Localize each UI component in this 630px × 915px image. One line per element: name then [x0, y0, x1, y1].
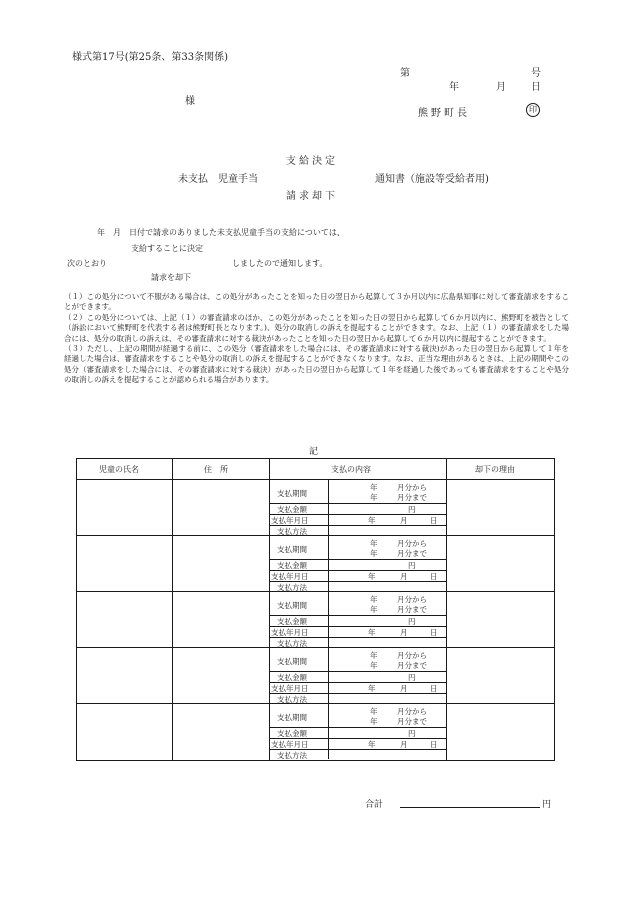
pay-date-year: 年 [368, 572, 376, 581]
date-month-label: 月 [496, 82, 506, 93]
pay-date-day: 日 [430, 628, 438, 637]
payment-amount-label: 支払金額 [277, 729, 307, 738]
period-year-label: 年 [370, 707, 378, 716]
payment-period-label: 支払期間 [277, 713, 307, 722]
payment-table [76, 458, 555, 761]
period-from-label: 月分から [397, 651, 427, 660]
payment-amount-label: 支払金額 [277, 617, 307, 626]
payment-date-label: 支払年月日 [271, 628, 309, 637]
seal-icon: 印 [526, 103, 540, 117]
payment-amount-label: 支払金額 [277, 505, 307, 514]
date-day-label: 日 [531, 82, 541, 93]
document-number-prefix: 第 [400, 68, 410, 79]
period-year-label: 年 [370, 483, 378, 492]
pay-date-day: 日 [430, 516, 438, 525]
payment-method-label: 支払方法 [277, 751, 307, 760]
appeal-note: （２）この処分については、上記（１）の審査請求のほか、この処分があったことを知った日の翌日から起算して６か月以内に、熊野町を被告として（訴訟において熊野町を代表する者は熊野町長となります。)、処分の取消しの訴えを提起することができます。なお、上記（１）の審査請求をした場合には、処分の取消しの訴えは、その審査請求に対する裁決があったことを知った日の翌日から起算して６か月以内に提起することができます。 [64, 312, 569, 343]
period-to-label: 月分まで [397, 605, 427, 614]
payment-subdivider [328, 536, 329, 591]
period-from-label: 月分から [397, 539, 427, 548]
record-divider [77, 591, 554, 592]
total-amount-field[interactable] [400, 807, 540, 808]
period-year-label: 年 [370, 539, 378, 548]
payment-date-label: 支払年月日 [271, 516, 309, 525]
pay-date-month: 月 [400, 740, 408, 749]
payment-period-label: 支払期間 [277, 545, 307, 554]
period-to-label: 月分まで [397, 493, 427, 502]
form-number: 様式第17号(第25条、第33条関係) [72, 52, 228, 63]
period-year-label: 年 [370, 605, 378, 614]
payment-period-label: 支払期間 [277, 489, 307, 498]
payment-method-label: 支払方法 [277, 583, 307, 592]
yen-unit: 円 [408, 673, 416, 682]
payment-subdivider [328, 648, 329, 703]
appeal-note: （３）ただし、上記の期間が経過する前に、この処分（審査請求をした場合には、その審査請求に対する裁決)があった日の翌日から起算して１年を経過した場合は、審査請求をすることや処分の取消しの訴えを提起することができなくなります。なお、正当な理由があるときは、上記の期間やこの処分（審査請求をした場合には、その審査請求に対する裁決）があった日の翌日から起算して１年を経過した後であっても審査請求をすることや処分の取消しの訴えを提起することが認められる場合があります。 [64, 344, 569, 385]
period-year-label: 年 [370, 661, 378, 670]
payment-subdivider [328, 704, 329, 759]
title-notice: 通知書（施設等受給者用) [375, 174, 489, 185]
period-year-label: 年 [370, 595, 378, 604]
payment-subdivider [328, 480, 329, 535]
record-divider [77, 535, 554, 536]
period-to-label: 月分まで [397, 661, 427, 670]
pay-date-day: 日 [430, 740, 438, 749]
column-divider [269, 459, 270, 760]
payment-subdivider [328, 592, 329, 647]
column-divider [446, 459, 447, 760]
pay-date-month: 月 [400, 572, 408, 581]
payment-amount-label: 支払金額 [277, 561, 307, 570]
appeal-note: （１）この処分について不服がある場合は、この処分があったことを知った日の翌日から起算して３か月以内に広島県知事に対して審査請求をすることができます。 [64, 292, 569, 312]
record-divider [77, 703, 554, 704]
total-yen-unit: 円 [542, 800, 552, 810]
payment-period-label: 支払期間 [277, 657, 307, 666]
payment-method-label: 支払方法 [277, 695, 307, 704]
period-from-label: 月分から [397, 707, 427, 716]
header-divider [77, 479, 554, 480]
payment-method-label: 支払方法 [277, 639, 307, 648]
payment-date-label: 支払年月日 [271, 740, 309, 749]
yen-unit: 円 [408, 729, 416, 738]
date-year-label: 年 [449, 82, 459, 93]
details-heading: 記 [309, 447, 319, 457]
title-unpaid-child-allowance: 未支払 児童手当 [178, 174, 258, 185]
payment-date-label: 支払年月日 [271, 572, 309, 581]
total-label: 合計 [365, 800, 384, 810]
yen-unit: 円 [408, 561, 416, 570]
issuer-mayor: 熊野町長 [418, 108, 470, 119]
payment-period-label: 支払期間 [277, 601, 307, 610]
period-from-label: 月分から [397, 483, 427, 492]
pay-date-month: 月 [400, 628, 408, 637]
appeal-notes [64, 292, 569, 386]
pay-date-year: 年 [368, 516, 376, 525]
payment-amount-label: 支払金額 [277, 673, 307, 682]
title-request-rejection: 請求却下 [286, 191, 338, 202]
yen-unit: 円 [408, 505, 416, 514]
header-rejection-reason: 却下の理由 [475, 465, 515, 474]
pay-date-month: 月 [400, 684, 408, 693]
period-to-label: 月分まで [397, 549, 427, 558]
addressee-suffix: 様 [185, 96, 195, 107]
pay-date-year: 年 [368, 740, 376, 749]
intro-text: 年 月 日付で請求のありました未支払児童手当の支給については、 [97, 228, 345, 237]
pay-date-day: 日 [430, 572, 438, 581]
option-request-rejected: 請求を却下 [151, 273, 191, 282]
header-payment-content: 支払の内容 [331, 465, 371, 474]
payment-date-label: 支払年月日 [271, 684, 309, 693]
header-address: 住 所 [204, 465, 228, 474]
period-to-label: 月分まで [397, 717, 427, 726]
column-divider [172, 459, 173, 760]
period-from-label: 月分から [397, 595, 427, 604]
as-follows-text: 次のとおり [67, 259, 107, 268]
pay-date-year: 年 [368, 628, 376, 637]
title-payment-decision: 支給決定 [286, 156, 338, 167]
pay-date-year: 年 [368, 684, 376, 693]
header-child-name: 児童の氏名 [99, 465, 139, 474]
option-payment-decided: 支給することに決定 [131, 244, 203, 253]
period-year-label: 年 [370, 549, 378, 558]
pay-date-day: 日 [430, 684, 438, 693]
period-year-label: 年 [370, 717, 378, 726]
pay-date-month: 月 [400, 516, 408, 525]
document-number-suffix: 号 [531, 68, 541, 79]
period-year-label: 年 [370, 651, 378, 660]
record-divider [77, 647, 554, 648]
yen-unit: 円 [408, 617, 416, 626]
period-year-label: 年 [370, 493, 378, 502]
payment-method-label: 支払方法 [277, 527, 307, 536]
notification-text: しましたので通知します。 [232, 259, 328, 268]
